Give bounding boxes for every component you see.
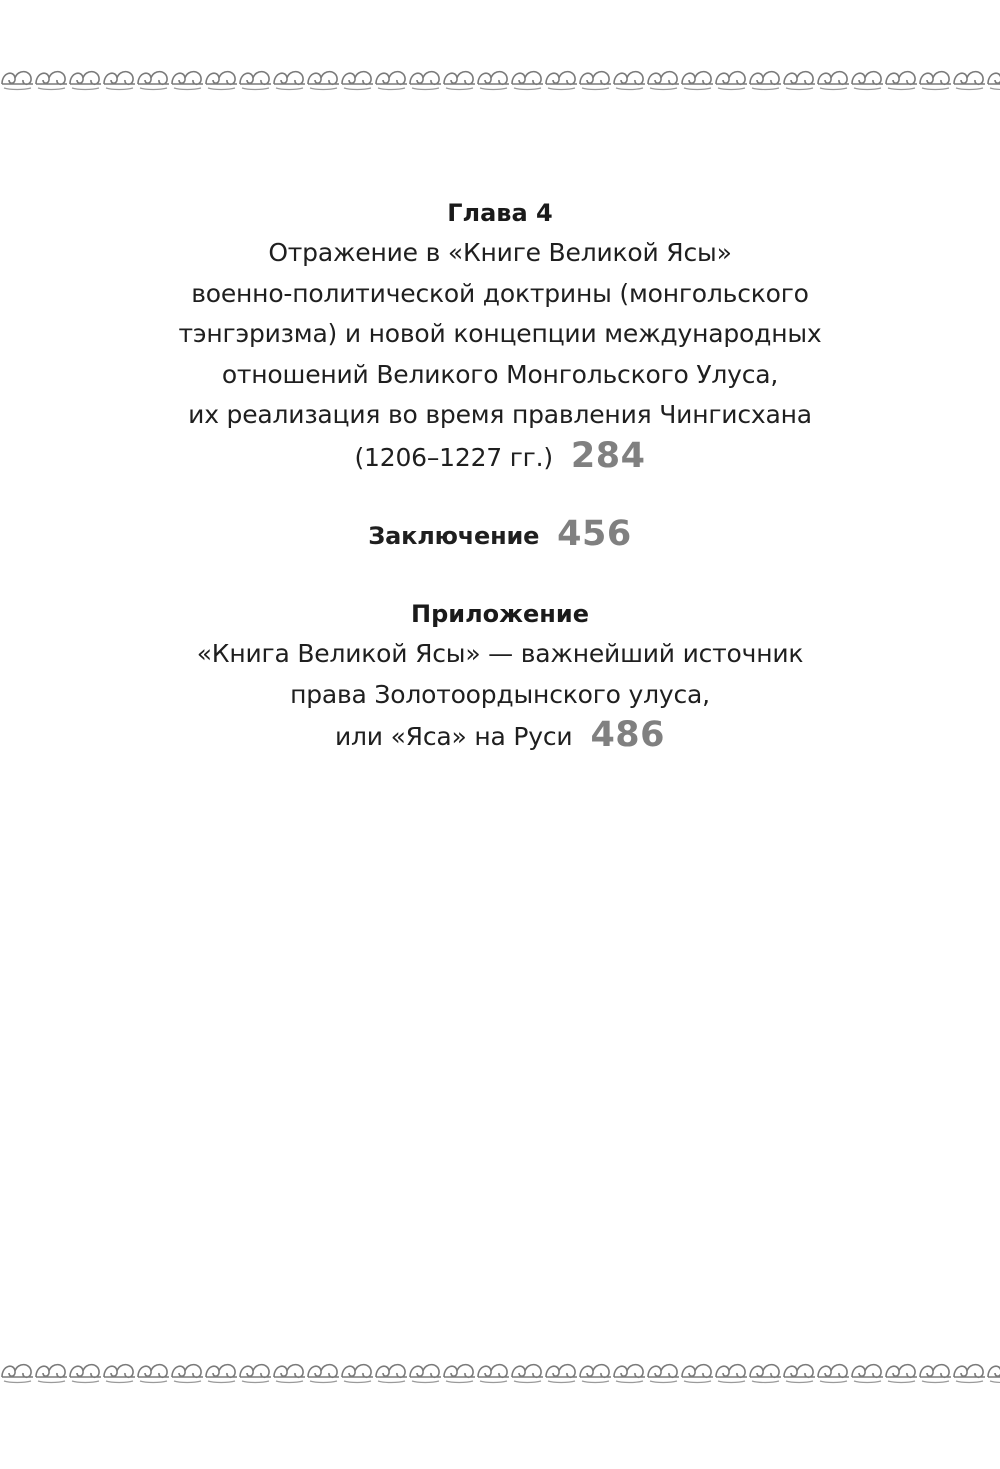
- chapter-title-line-last: [0, 436, 1000, 479]
- ornament-motif: [546, 1365, 577, 1383]
- ornament-motif: [376, 1365, 407, 1383]
- ornament-motif: [682, 1365, 713, 1383]
- page-number: 486: [590, 715, 666, 755]
- ornament-motif: [172, 1365, 203, 1383]
- ornament-motif: [648, 1365, 679, 1383]
- ornament-motif: [36, 72, 67, 90]
- ornament-motif: [954, 72, 985, 90]
- ornament-motif: [70, 1365, 101, 1383]
- ornament-motif: [512, 1365, 543, 1383]
- ornament-motif: [240, 72, 271, 90]
- chapter-title-line: их реализация во время правления Чингисхана: [188, 400, 812, 429]
- ornament-motif: [682, 72, 713, 90]
- ornament-motif: [852, 72, 883, 90]
- ornament-motif: [274, 72, 305, 90]
- appendix-title-line: «Книга Великой Ясы» — важнейший источник: [196, 639, 804, 668]
- chapter-title-line: отношений Великого Монгольского Улуса,: [221, 359, 779, 389]
- ornament-motif: [308, 1365, 339, 1383]
- table-of-contents: [0, 193, 1000, 758]
- ornament-motif: [512, 72, 543, 90]
- ornament-motif: [886, 72, 917, 90]
- page-number: 284: [570, 435, 646, 476]
- ornament-motif: [716, 1365, 747, 1383]
- conclusion-line: [0, 514, 1000, 558]
- ornament-motif: [342, 1365, 373, 1383]
- ornament-motif: [444, 72, 475, 90]
- top-ornament-border: [0, 64, 1000, 92]
- ornament-motif: [886, 1365, 917, 1383]
- ornament-motif: [70, 72, 101, 90]
- ornament-motif: [342, 72, 373, 90]
- chapter-heading: Глава 4: [447, 199, 553, 227]
- ornament-motif: [36, 1365, 67, 1383]
- toc-entry-appendix: [0, 594, 1000, 758]
- ornament-motif: [138, 1365, 169, 1383]
- chapter-title-line: тэнгэризма) и новой концепции международных: [178, 319, 822, 348]
- ornament-motif: [138, 72, 169, 90]
- wave-scroll-ornament-icon: [0, 64, 1000, 92]
- ornament-motif: [206, 72, 237, 90]
- ornament-motif: [750, 1365, 781, 1383]
- appendix-title-line-last: [0, 715, 1000, 758]
- ornament-motif: [104, 1365, 135, 1383]
- ornament-motif: [954, 1365, 985, 1383]
- ornament-motif: [648, 72, 679, 90]
- appendix-heading: Приложение: [411, 600, 589, 628]
- ornament-motif: [784, 1365, 815, 1383]
- appendix-title-line: права Золотоордынского улуса,: [290, 679, 710, 709]
- chapter-title-text: (1206–1227 гг.): [354, 442, 553, 472]
- ornament-motif: [988, 1365, 1000, 1383]
- ornament-motif: [546, 72, 577, 90]
- ornament-motif: [580, 1365, 611, 1383]
- ornament-motif: [988, 72, 1000, 90]
- ornament-motif: [716, 72, 747, 90]
- ornament-motif: [750, 72, 781, 90]
- ornament-motif: [920, 1365, 951, 1383]
- ornament-motif: [206, 1365, 237, 1383]
- chapter-title-line: Отражение в «Книге Великой Ясы»: [268, 238, 732, 267]
- ornament-motif: [478, 72, 509, 90]
- ornament-motif: [444, 1365, 475, 1383]
- ornament-motif: [240, 1365, 271, 1383]
- ornament-motif: [410, 72, 441, 90]
- ornament-motif: [376, 72, 407, 90]
- ornament-motif: [104, 72, 135, 90]
- ornament-motif: [2, 72, 33, 90]
- chapter-title-line: военно-политической доктрины (монгольского: [191, 278, 809, 308]
- toc-entry-conclusion: [0, 514, 1000, 558]
- ornament-motif: [274, 1365, 305, 1383]
- ornament-motif: [614, 1365, 645, 1383]
- ornament-motif: [818, 72, 849, 90]
- ornament-motif: [852, 1365, 883, 1383]
- ornament-motif: [2, 1365, 33, 1383]
- ornament-motif: [920, 72, 951, 90]
- appendix-title-text: или «Яса» на Руси: [334, 722, 573, 751]
- ornament-motif: [580, 72, 611, 90]
- ornament-motif: [478, 1365, 509, 1383]
- page-number: 456: [557, 514, 632, 554]
- conclusion-heading: Заключение: [368, 522, 540, 550]
- ornament-motif: [614, 72, 645, 90]
- bottom-ornament-border: [0, 1357, 1000, 1385]
- toc-entry-chapter-4: [0, 193, 1000, 478]
- ornament-motif: [308, 72, 339, 90]
- ornament-motif: [784, 72, 815, 90]
- ornament-motif: [410, 1365, 441, 1383]
- wave-scroll-ornament-icon: [0, 1357, 1000, 1385]
- ornament-motif: [172, 72, 203, 90]
- ornament-motif: [818, 1365, 849, 1383]
